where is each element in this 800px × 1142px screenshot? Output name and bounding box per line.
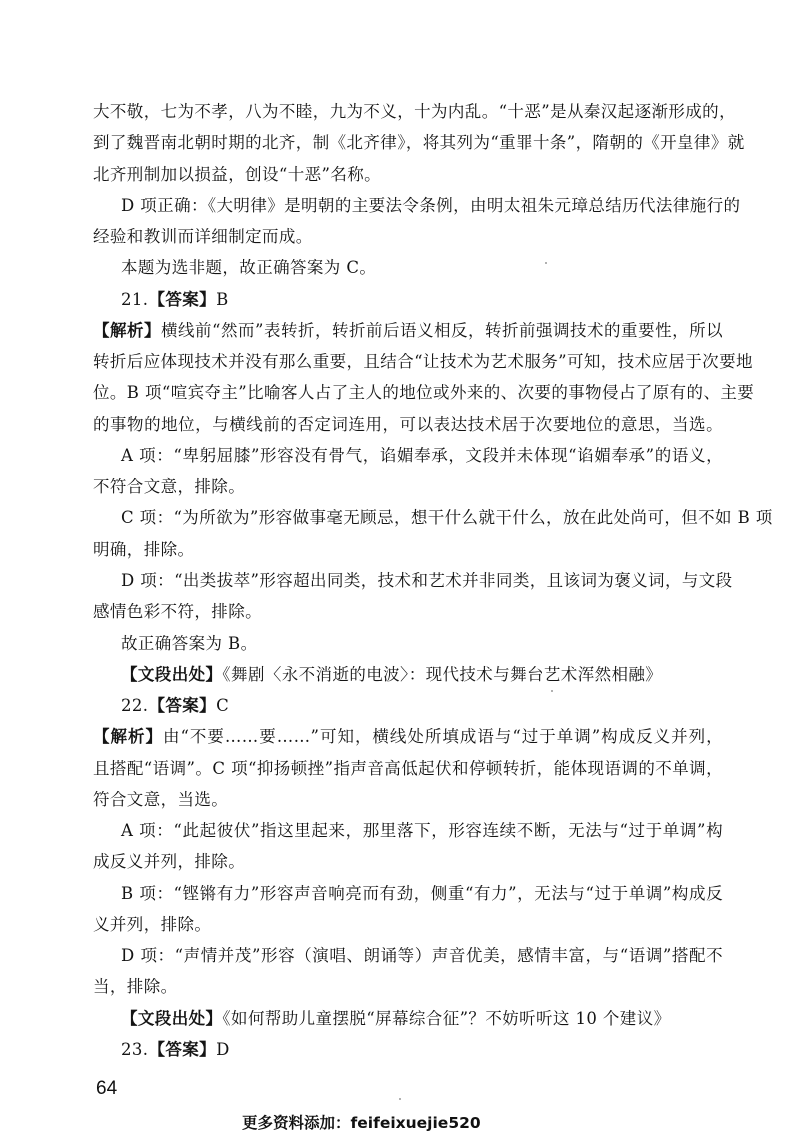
- question-number: 22.: [121, 696, 149, 715]
- analysis-line: 的事物的地位，与横线前的否定词连用，可以表达技术居于次要地位的意思，当选。: [93, 415, 723, 434]
- analysis-text: 横线前“然而”表转折，转折前后语义相反，转折前强调技术的重要性，所以: [161, 321, 723, 340]
- option-d-line: 当，排除。: [93, 977, 178, 996]
- text-line: 北齐刑制加以损益，创设“十恶”名称。: [93, 165, 382, 184]
- answer-label: 【答案】: [148, 1040, 217, 1059]
- source-line: [121, 1005, 723, 1033]
- analysis-line: 且搭配“语调”。C 项“抑扬顿挫”指声音高低起伏和停顿转折，能体现语调的不单调，: [93, 759, 723, 778]
- option-b-line: 义并列，排除。: [93, 915, 212, 934]
- option-d-line: D 项：“出类拔萃”形容超出同类，技术和艺术并非同类，且该词为褒义词，与文段: [121, 571, 733, 590]
- analysis-line: 符合文意，当选。: [93, 790, 229, 809]
- option-a-line: 不符合文意，排除。: [93, 477, 246, 496]
- option-d-line: 感情色彩不符，排除。: [93, 602, 262, 621]
- question-21-answer: [121, 286, 723, 314]
- text-line: 经验和教训而详细制定而成。: [93, 227, 313, 246]
- analysis-line: 转折后应体现技术并没有那么重要，且结合“让技术为艺术服务”可知，技术应居于次要地: [93, 352, 753, 371]
- option-b-line: B 项：“铿锵有力”形容声音响亮而有劲，侧重“有力”，无法与“过于单调”构成反: [121, 884, 723, 903]
- source-label: 【文段出处】: [121, 665, 223, 684]
- analysis-line: [93, 723, 723, 751]
- scan-speck: [551, 690, 553, 692]
- answer-value: D: [216, 1040, 230, 1059]
- option-c-line: 明确，排除。: [93, 540, 195, 559]
- question-number: 23.: [121, 1040, 149, 1059]
- question-number: 21.: [121, 290, 149, 309]
- footer-note: 更多资料添加：feifeixuejie520: [242, 1114, 481, 1132]
- source-title: 《如何帮助儿童摆脱“屏幕综合征”？不妨听听这 10 个建议》: [222, 1009, 671, 1028]
- question-22-answer: [121, 692, 723, 720]
- scan-speck: [399, 1098, 401, 1100]
- source-title: 《舞剧〈永不消逝的电波〉：现代技术与舞台艺术浑然相融》: [222, 665, 663, 684]
- text-line: 大不敬，七为不孝，八为不睦，九为不义，十为内乱。“十恶”是从秦汉起逐渐形成的，: [93, 102, 736, 121]
- source-line: [121, 661, 723, 689]
- option-a-line: A 项：“卑躬屈膝”形容没有骨气，谄媚奉承，文段并未体现“谄媚奉承”的语义，: [121, 446, 723, 465]
- question-23-answer: [121, 1036, 723, 1064]
- analysis-line: 位。B 项“喧宾夺主”比喻客人占了主人的地位或外来的、次要的事物侵占了原有的、主要: [93, 383, 755, 402]
- scan-speck: [545, 262, 547, 264]
- answer-label: 【答案】: [148, 290, 217, 309]
- analysis-label: 【解析】: [93, 321, 162, 340]
- option-d-line: D 项：“声情并茂”形容（演唱、朗诵等）声音优美，感情丰富，与“语调”搭配不: [121, 946, 723, 965]
- analysis-line: [93, 317, 723, 345]
- option-c-line: C 项：“为所欲为”形容做事毫无顾忌，想干什么就干什么，放在此处尚可，但不如 B 项: [121, 508, 773, 527]
- option-a-line: 成反义并列，排除。: [93, 852, 246, 871]
- source-label: 【文段出处】: [121, 1009, 223, 1028]
- conclusion-line: 本题为选非题，故正确答案为 C。: [121, 258, 377, 277]
- answer-value: C: [216, 696, 230, 715]
- answer-value: B: [216, 290, 229, 309]
- conclusion-line: 故正确答案为 B。: [121, 634, 258, 653]
- option-a-line: A 项：“此起彼伏”指这里起来，那里落下，形容连续不断，无法与“过于单调”构: [121, 821, 723, 840]
- page-number: 64: [96, 1078, 118, 1099]
- text-line: 到了魏晋南北朝时期的北齐，制《北齐律》，将其列为“重罪十条”，隋朝的《开皇律》就: [93, 133, 745, 152]
- answer-label: 【答案】: [148, 696, 217, 715]
- analysis-label: 【解析】: [93, 727, 163, 746]
- analysis-text: 由“不要……要……”可知，横线处所填成语与“过于单调”构成反义并列，: [162, 727, 723, 746]
- text-line: D 项正确：《大明律》是明朝的主要法令条例，由明太祖朱元璋总结历代法律施行的: [121, 196, 741, 215]
